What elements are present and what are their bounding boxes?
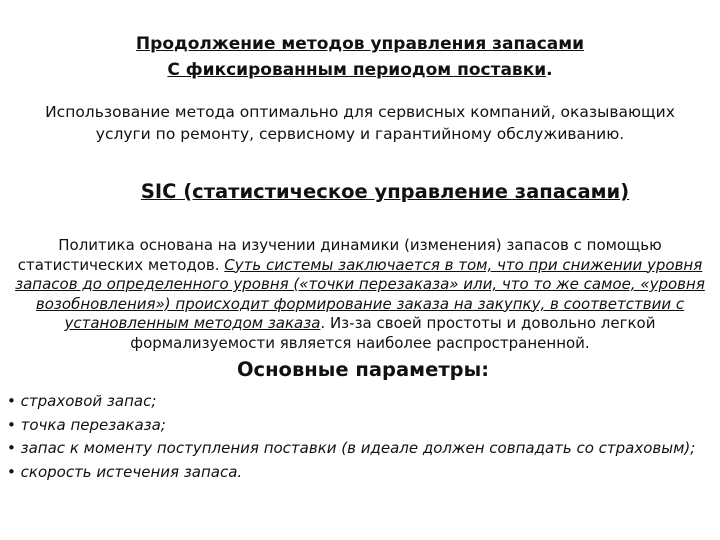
param-text: точка перезаказа; bbox=[20, 415, 166, 434]
param-text: страховой запас; bbox=[20, 392, 157, 410]
list-item bbox=[7, 463, 713, 483]
list-item bbox=[7, 439, 713, 459]
params-heading: Основные параметры: bbox=[236, 358, 490, 381]
title-line-1-text: Продолжение методов управления запасами bbox=[135, 34, 585, 54]
list-item bbox=[7, 416, 713, 436]
list-item bbox=[7, 392, 713, 412]
params-list bbox=[7, 392, 713, 486]
param-text: запас к моменту поступления поставки (в идеале должен совпадать со страховым); bbox=[20, 439, 696, 457]
policy-emphasis: Суть системы заключается в том, что при снижении уровня запасов до определенного уровня («точки перезаказа» или, что то же самое, «уровня возобновления») происходит формирование заказа на закупку, в соответствии с установленным методом заказа bbox=[15, 255, 705, 332]
title-line-1 bbox=[0, 31, 720, 57]
policy-paragraph bbox=[4, 236, 716, 353]
policy-text-end: . Из-за своей простоты и довольно легкой формализуемости является наиболее распространенной. bbox=[130, 314, 656, 352]
param-text: скорость истечения запаса. bbox=[20, 462, 243, 481]
bullet-icon: • bbox=[7, 462, 16, 481]
bullet-icon: • bbox=[7, 439, 16, 457]
intro-paragraph: Использование метода оптимально для сервисных компаний, оказывающих услуги по ремонту, сервисному и гарантийному обслуживанию. bbox=[45, 103, 675, 143]
policy-text-start: Политика основана на изучении динамики (изменения) запасов с помощью статистических методов. bbox=[17, 236, 662, 274]
title-line-2-text: С фиксированным периодом поставки bbox=[167, 60, 547, 80]
bullet-icon: • bbox=[7, 415, 16, 434]
bullet-icon: • bbox=[7, 392, 16, 410]
title-line-2-period: . bbox=[546, 60, 553, 80]
title-line-2 bbox=[0, 57, 720, 83]
sic-heading: SIC (статистическое управление запасами) bbox=[140, 180, 630, 203]
